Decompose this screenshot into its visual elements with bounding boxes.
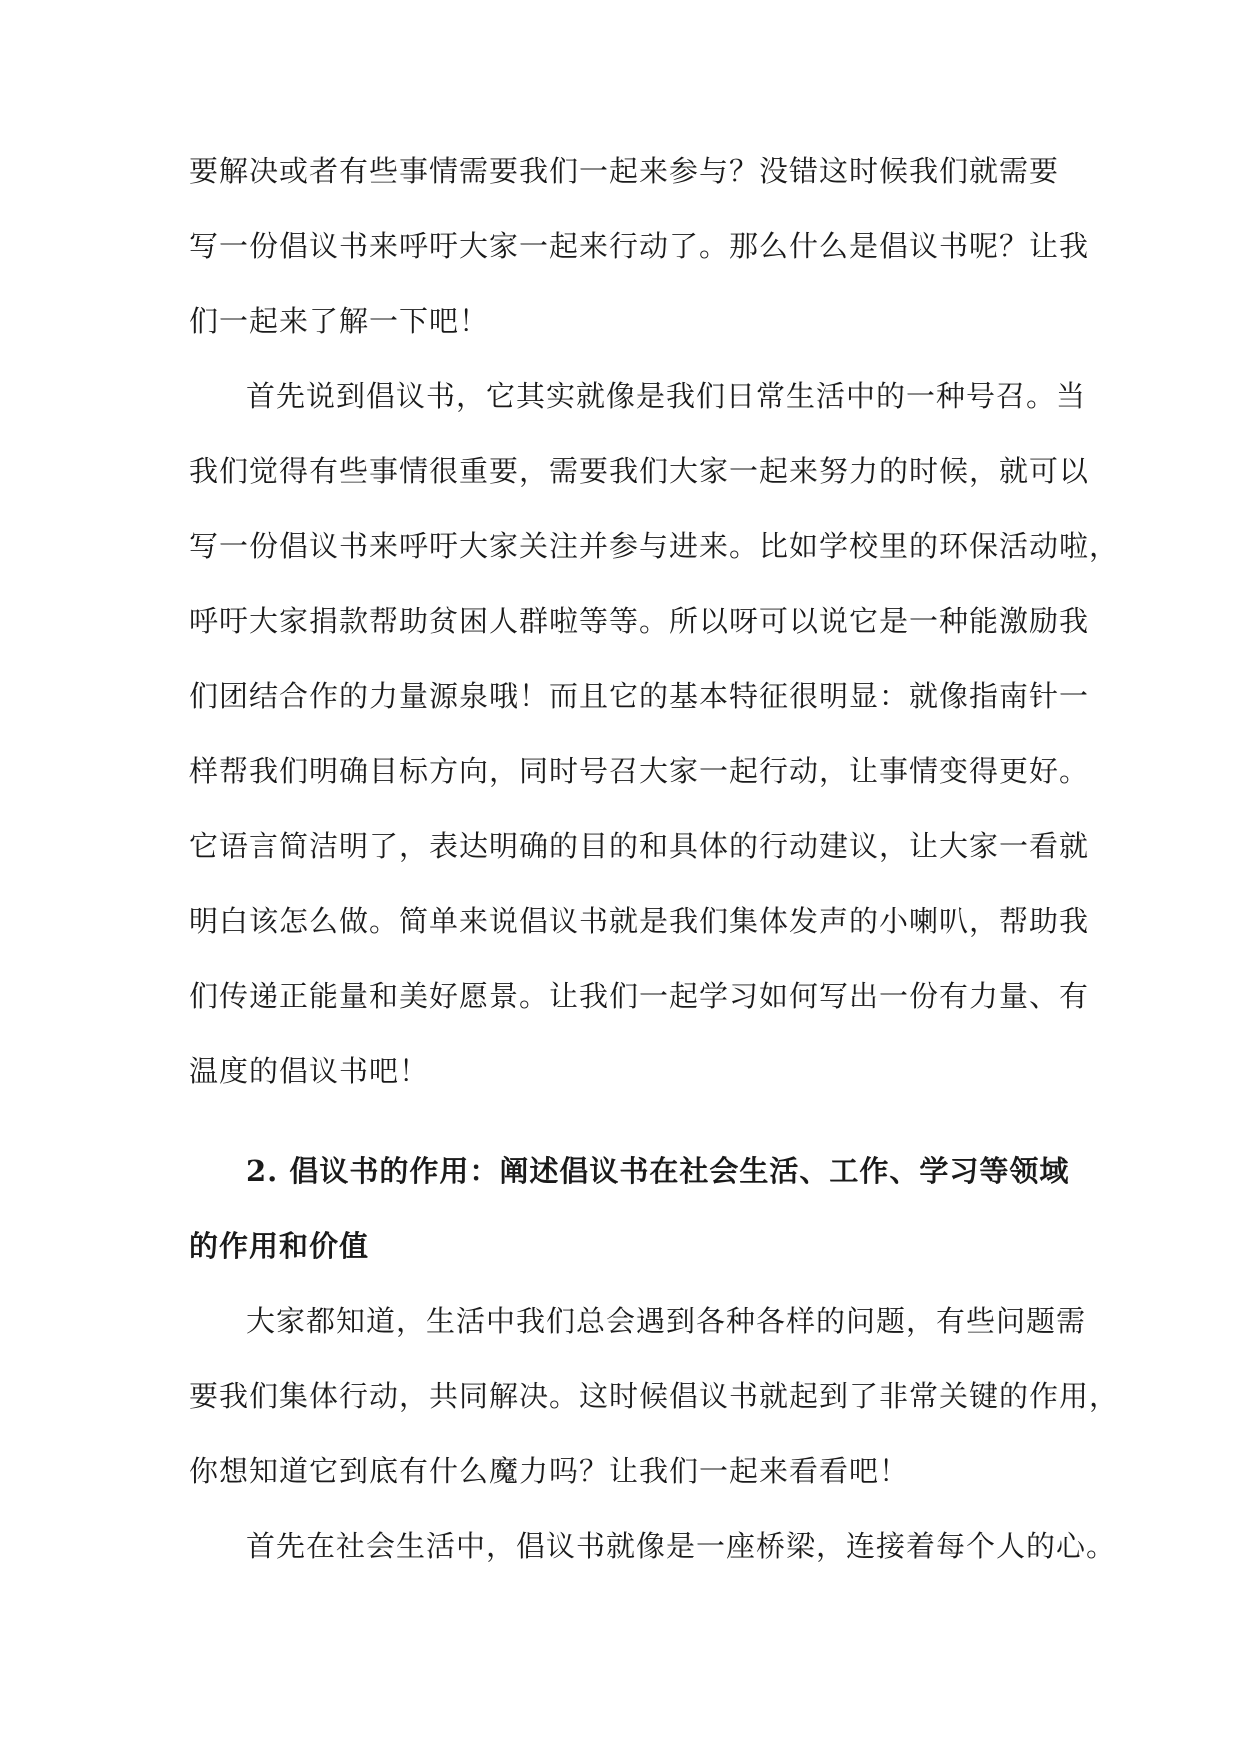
paragraph-line: 首先在社会生活中，倡议书就像是一座桥梁，连接着每个人的心。: [246, 1529, 1117, 1563]
paragraph-line: 明白该怎么做。简单来说倡议书就是我们集体发声的小喇叭，帮助我: [189, 904, 1090, 938]
paragraph-line: 写一份倡议书来呼吁大家一起来行动了。那么什么是倡议书呢？让我: [189, 229, 1090, 263]
paragraph-line: 首先说到倡议书，它其实就像是我们日常生活中的一种号召。当: [246, 379, 1087, 413]
section-heading: 2. 倡议书的作用：阐述倡议书在社会生活、工作、学习等领域: [246, 1154, 1070, 1188]
paragraph-line: 样帮我们明确目标方向，同时号召大家一起行动，让事情变得更好。: [189, 754, 1090, 788]
paragraph-line: 写一份倡议书来呼吁大家关注并参与进来。比如学校里的环保活动啦，: [189, 529, 1120, 563]
paragraph-line: 你想知道它到底有什么魔力吗？让我们一起来看看吧！: [189, 1454, 910, 1488]
paragraph-line: 要解决或者有些事情需要我们一起来参与？没错这时候我们就需要: [189, 154, 1060, 188]
section-heading: 的作用和价值: [189, 1229, 370, 1263]
paragraph-line: 们一起来了解一下吧！: [189, 304, 490, 338]
paragraph-line: 要我们集体行动，共同解决。这时候倡议书就起到了非常关键的作用，: [189, 1379, 1120, 1413]
paragraph-line: 们团结合作的力量源泉哦！而且它的基本特征很明显：就像指南针一: [189, 679, 1090, 713]
paragraph-line: 们传递正能量和美好愿景。让我们一起学习如何写出一份有力量、有: [189, 979, 1090, 1013]
paragraph-line: 呼吁大家捐款帮助贫困人群啦等等。所以呀可以说它是一种能激励我: [189, 604, 1090, 638]
paragraph-line: 大家都知道，生活中我们总会遇到各种各样的问题，有些问题需: [246, 1304, 1087, 1338]
paragraph-line: 温度的倡议书吧！: [189, 1054, 430, 1088]
paragraph-line: 它语言简洁明了，表达明确的目的和具体的行动建议，让大家一看就: [189, 829, 1090, 863]
paragraph-line: 我们觉得有些事情很重要，需要我们大家一起来努力的时候，就可以: [189, 454, 1090, 488]
